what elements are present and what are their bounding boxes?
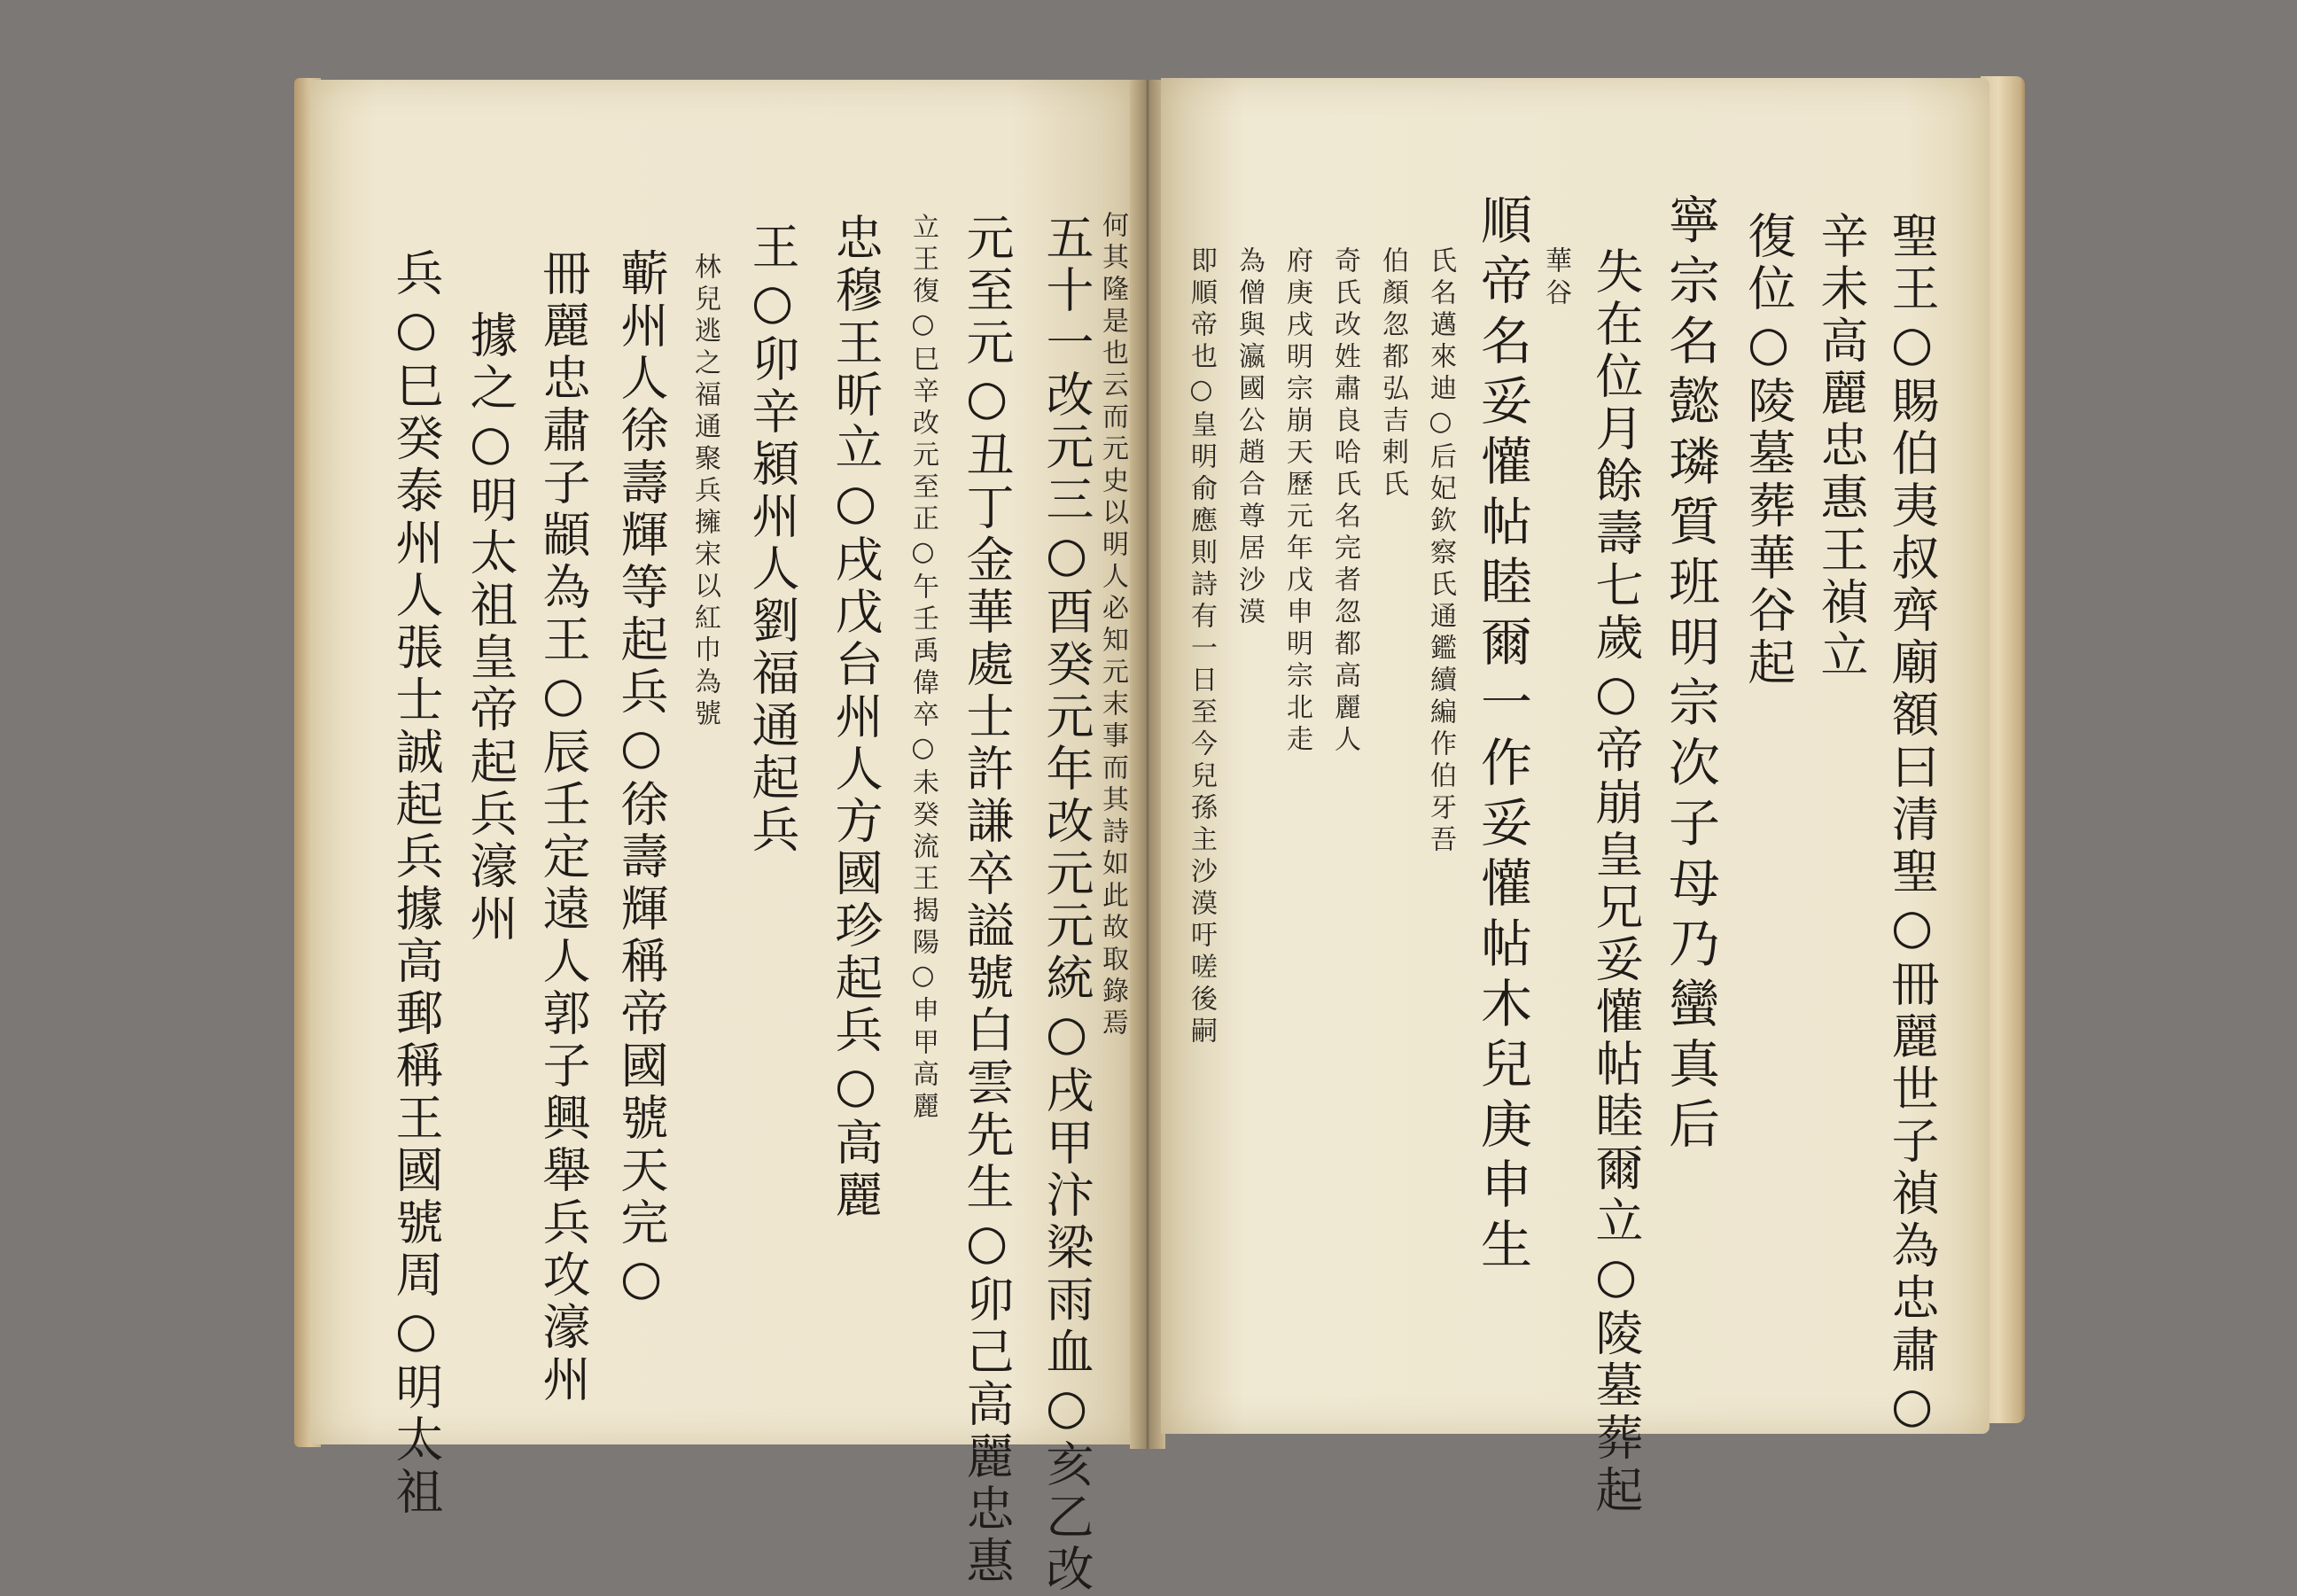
left-column-5: 忠穆王昕立○戌戊台州人方國珍起兵○高麗 [828,213,884,1222]
left-column-11: 兵○巳癸泰州人張士誠起兵據高郵稱王國號周○明太祖 [388,248,444,1519]
right-page [1161,78,1989,1517]
right-column-8: 氏名邁來迪○后妃欽察氏通鑑續編作伯牙吾 [1425,246,1456,857]
right-column-10: 奇氏改姓肅良哈氏名完者忽都高麗人 [1329,246,1360,757]
left-column-1: 何其隆是也云而元史以明人必知元末事而其詩如此故取錄焉 [1097,211,1128,1040]
right-column-6: 華谷 [1540,246,1571,310]
left-column-4: 立王復○巳辛改元至正○午壬禹偉卒○未癸流王揭陽○申甲高麗 [907,213,938,1124]
right-column-7: 順帝名妥懽帖睦爾一作妥懽帖木兒庚申生 [1472,193,1532,1278]
right-column-5: 失在位月餘壽七歲○帝崩皇兄妥懽帖睦爾立○陵墓葬起 [1588,246,1644,1517]
right-column-1: 聖王○賜伯夷叔齊廟額曰清聖○冊麗世子禎為忠肅○ [1884,211,1940,1437]
left-column-6: 王○卯辛潁州人劉福通起兵 [744,222,800,857]
left-column-9: 冊麗忠肅子顓為王○辰壬定遠人郭子興舉兵攻濠州 [535,248,591,1406]
right-column-9: 伯顏忽都弘吉剌氏 [1377,246,1408,502]
left-column-8: 蘄州人徐壽輝等起兵○徐壽輝稱帝國號天完○ [613,248,669,1310]
right-column-3: 復位○陵墓葬華谷起 [1740,211,1796,689]
right-column-12: 為僧與瀛國公趙合尊居沙漠 [1234,246,1265,629]
right-column-2: 辛未高麗忠惠王禎立 [1813,211,1869,681]
right-column-11: 府庚戌明宗崩天歷元年戊申明宗北走 [1281,246,1312,757]
left-column-3: 元至元○丑丁金華處士許謙卒謚號白雲先生○卯己高麗忠惠 [959,213,1015,1588]
left-column-10: 據之○明太祖皇帝起兵濠州 [463,310,518,946]
right-column-4: 寧宗名懿璘質班明宗次子母乃蠻真后 [1660,193,1720,1157]
right-column-13: 即順帝也○皇明俞應則詩有一日至今兒孫主沙漠吁嗟後嗣 [1186,246,1217,1048]
gutter [1130,80,1165,1449]
left-page [310,80,1134,1596]
left-column-7: 林兒逃之福通聚兵擁宋以紅巾為號 [689,253,720,731]
left-column-2: 五十一改元三○酉癸元年改元元統○戌甲汴梁雨血○亥乙改 [1039,213,1094,1596]
book-spread [284,71,2029,1596]
